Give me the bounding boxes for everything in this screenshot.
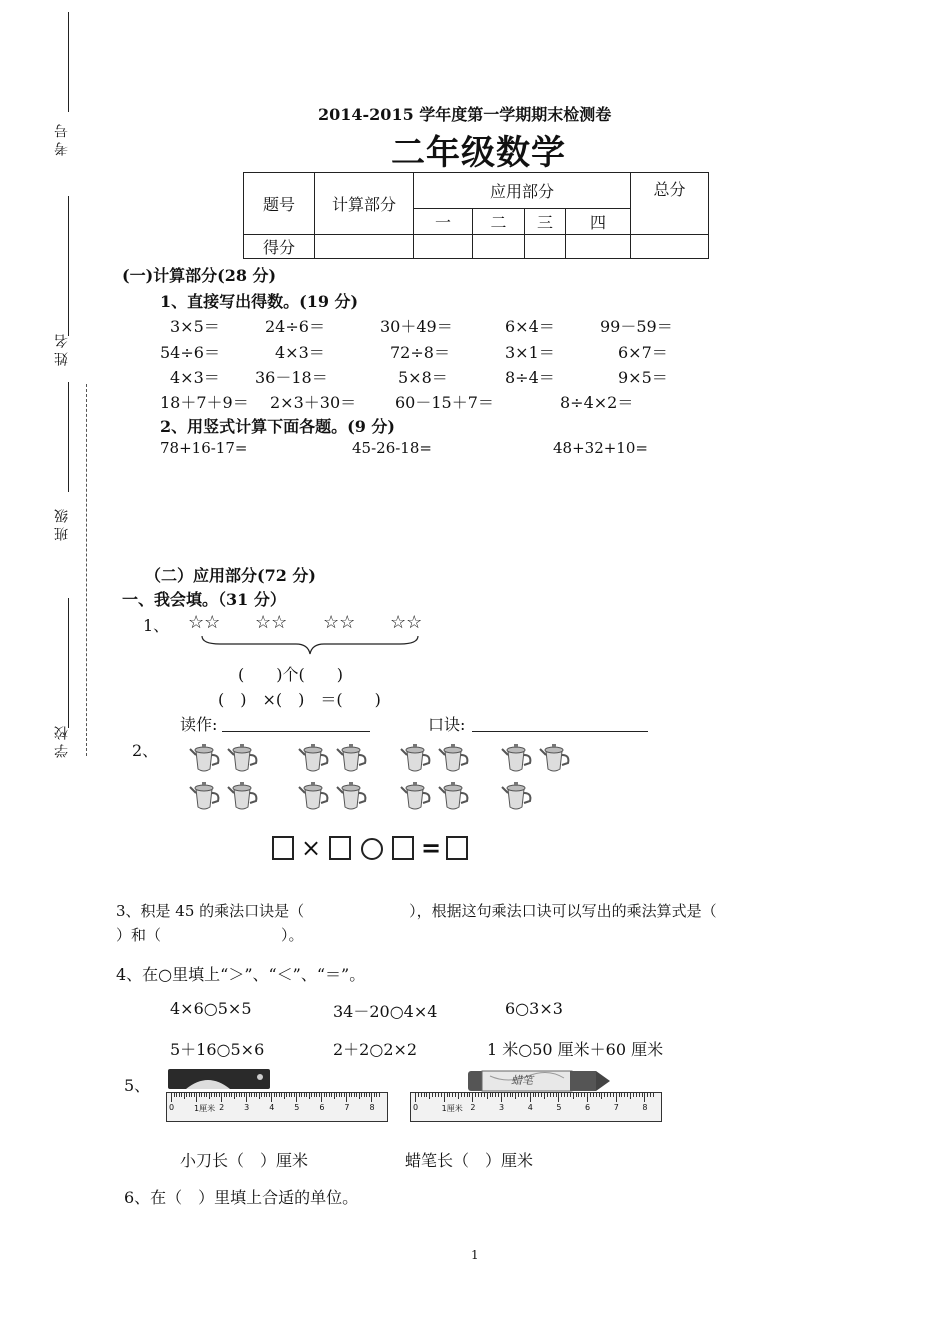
ruler-tick: [291, 1093, 292, 1097]
ruler-tick: [644, 1093, 645, 1102]
star-group: ☆☆: [255, 612, 288, 633]
ruler-tick: [249, 1093, 250, 1097]
ruler-tick: [339, 1093, 340, 1097]
ruler-tick-label: 4: [269, 1103, 275, 1112]
answer-box[interactable]: [392, 836, 414, 860]
ruler-tick: [284, 1093, 285, 1099]
q2-heading: 2、用竖式计算下面各题。(9 分): [160, 417, 395, 436]
binding-line-3: [68, 382, 69, 492]
arith-item: 2×3＋30＝: [270, 393, 357, 412]
ruler-tick: [604, 1093, 605, 1097]
ruler-tick-label: 5: [294, 1103, 300, 1112]
ruler-tick: [194, 1093, 195, 1097]
teapot-icon: [538, 741, 572, 775]
koujue-answer-line[interactable]: [472, 713, 648, 732]
ruler-tick: [239, 1093, 240, 1097]
teapot-icon: [226, 779, 260, 813]
crayon-answer: 蜡笔长（ ）厘米: [405, 1151, 534, 1170]
ruler-tick: [587, 1093, 588, 1102]
ruler-tick-label: 0: [413, 1103, 419, 1112]
ruler-tick: [309, 1093, 310, 1099]
vertical-calc-2: 45-26-18=: [352, 439, 432, 457]
ruler-tick: [289, 1093, 290, 1097]
ruler-tick: [593, 1093, 594, 1097]
ruler-tick: [630, 1093, 631, 1099]
q3-text-line2: ）和（ ）。: [116, 926, 304, 944]
arith-item: 18＋7＋9＝: [160, 393, 249, 412]
jisuan-cell: 计算部分: [315, 173, 414, 235]
ruler-tick: [475, 1093, 476, 1097]
ruler-tick: [424, 1093, 425, 1097]
ruler-tick: [334, 1093, 335, 1099]
ruler-tick-label: 6: [585, 1103, 591, 1112]
arith-item: 3×1＝: [505, 343, 555, 362]
sec1-heading: (一)计算部分(28 分): [122, 266, 277, 285]
ruler-tick: [359, 1093, 360, 1099]
score-table: [243, 172, 709, 259]
ruler-tick-label: 0: [169, 1103, 175, 1112]
binding-dashed-line: [86, 384, 87, 756]
ruler-tick: [296, 1093, 297, 1102]
ruler-tick: [553, 1093, 554, 1097]
ruler-tick: [369, 1093, 370, 1097]
ruler-tick: [619, 1093, 620, 1097]
arith-item: 36－18＝: [255, 368, 328, 387]
ruler-tick: [311, 1093, 312, 1097]
times-sign: ×: [301, 834, 322, 862]
ruler-tick: [621, 1093, 622, 1097]
q1-number: 1、: [143, 616, 170, 635]
equals-sign: =: [421, 833, 442, 862]
ruler-tick: [429, 1093, 430, 1099]
knife-answer: 小刀长（ ）厘米: [180, 1151, 309, 1170]
star-group: ☆☆: [323, 612, 356, 633]
ruler-tick: [541, 1093, 542, 1097]
ruler-tick: [379, 1093, 380, 1097]
ruler-tick: [487, 1093, 488, 1099]
ruler: [410, 1092, 662, 1122]
ruler-tick: [349, 1093, 350, 1097]
ruler-tick: [216, 1093, 217, 1097]
ruler-tick: [472, 1093, 473, 1102]
ruler-tick: [179, 1093, 180, 1097]
ruler-tick: [518, 1093, 519, 1097]
ruler-tick: [535, 1093, 536, 1097]
score-input-4[interactable]: [566, 235, 631, 259]
ruler-tick: [269, 1093, 270, 1097]
ruler-tick: [271, 1093, 272, 1102]
kaohao-label: 考号: [54, 120, 70, 156]
ruler-tick: [570, 1093, 571, 1097]
ruler-tick: [495, 1093, 496, 1097]
teapot-icon: [399, 741, 433, 775]
ruler: [166, 1092, 388, 1122]
ruler-tick: [501, 1093, 502, 1102]
defen-cell: 得分: [244, 235, 315, 259]
ruler-tick: [613, 1093, 614, 1097]
ruler-tick: [209, 1093, 210, 1099]
ruler-tick: [458, 1093, 459, 1099]
teapot-icon: [437, 779, 471, 813]
ruler-tick: [344, 1093, 345, 1097]
ruler-tick-label: 3: [499, 1103, 505, 1112]
part-4-cell: 四: [566, 209, 631, 235]
ruler-tick: [633, 1093, 634, 1097]
ruler-tick-label: 6: [319, 1103, 325, 1112]
teapot-icon: [500, 779, 534, 813]
binding-line-4: [68, 598, 69, 728]
compare-item: 5＋16○5×6: [170, 1040, 265, 1059]
ruler-tick: [490, 1093, 491, 1097]
ruler-tick-label: 1厘米: [441, 1104, 463, 1113]
ruler-tick: [610, 1093, 611, 1097]
ruler-tick-label: 7: [613, 1103, 619, 1112]
ruler-tick: [469, 1093, 470, 1097]
ruler-tick: [452, 1093, 453, 1097]
tihao-cell: 题号: [244, 173, 315, 235]
ruler-tick: [538, 1093, 539, 1097]
ruler-tick: [590, 1093, 591, 1097]
ruler-tick: [301, 1093, 302, 1097]
ruler-tick: [236, 1093, 237, 1097]
score-input-total[interactable]: [631, 235, 709, 259]
ruler-tick: [244, 1093, 245, 1097]
curly-brace-icon: [200, 634, 420, 656]
ruler-tick: [504, 1093, 505, 1097]
arith-item: 4×3＝: [275, 343, 325, 362]
arith-item: 6×7＝: [618, 343, 668, 362]
duzuo-label: 读作:: [180, 715, 218, 734]
exam-subtitle: 2014-2015 学年度第一学期期末检测卷: [318, 105, 612, 124]
ruler-tick: [524, 1093, 525, 1097]
score-input-1[interactable]: [414, 235, 473, 259]
ruler-tick: [279, 1093, 280, 1097]
teapot-icon: [335, 779, 369, 813]
ruler-tick: [447, 1093, 448, 1097]
binding-line-1: [68, 12, 69, 112]
arith-item: 99－59＝: [600, 317, 673, 336]
q3-text-line1: 3、积是 45 的乘法口诀是（ ），根据这句乘法口诀可以写出的乘法算式是（: [116, 902, 717, 920]
answer-box[interactable]: [446, 836, 468, 860]
sec2-heading: （二）应用部分(72 分): [145, 566, 316, 585]
ruler-tick: [521, 1093, 522, 1097]
ruler-tick: [329, 1093, 330, 1097]
compare-item: 2＋2○2×2: [333, 1040, 418, 1059]
ruler-tick-label: 5: [556, 1103, 562, 1112]
compare-item: 6○3×3: [505, 999, 563, 1018]
yingyong-cell: 应用部分: [414, 173, 631, 209]
vertical-calc-1: 78+16-17=: [160, 439, 248, 457]
ruler-tick: [266, 1093, 267, 1097]
ruler-tick: [171, 1093, 172, 1102]
ruler-tick: [219, 1093, 220, 1097]
ruler-tick: [374, 1093, 375, 1097]
ruler-tick-label: 4: [527, 1103, 533, 1112]
part-3-cell: 三: [525, 209, 566, 235]
ruler-tick: [254, 1093, 255, 1097]
vertical-calc-3: 48+32+10=: [553, 439, 648, 457]
ruler-tick: [547, 1093, 548, 1097]
ruler-tick-label: 2: [470, 1103, 476, 1112]
teapot-icon: [297, 779, 331, 813]
ruler-tick: [246, 1093, 247, 1102]
ruler-tick: [507, 1093, 508, 1097]
ruler-tick: [636, 1093, 637, 1097]
ruler-tick: [607, 1093, 608, 1097]
ruler-tick: [354, 1093, 355, 1097]
q2-number: 2、: [132, 741, 159, 760]
ruler-tick: [241, 1093, 242, 1097]
ruler-tick: [264, 1093, 265, 1097]
zongfen-cell: 总分: [631, 173, 709, 235]
ruler-tick: [421, 1093, 422, 1097]
ruler-tick: [299, 1093, 300, 1097]
knife-icon: [168, 1067, 272, 1091]
ruler-tick-label: 1厘米: [194, 1104, 216, 1113]
ruler-tick: [276, 1093, 277, 1097]
q6-text: 6、在（ ）里填上合适的单位。: [124, 1188, 359, 1207]
ruler-tick: [274, 1093, 275, 1097]
ruler-tick: [361, 1093, 362, 1097]
binding-line-2: [68, 196, 69, 336]
ruler-tick: [186, 1093, 187, 1097]
arith-item: 6×4＝: [505, 317, 555, 336]
ruler-tick: [647, 1093, 648, 1097]
ruler-tick: [176, 1093, 177, 1097]
ruler-tick: [464, 1093, 465, 1097]
ruler-tick: [484, 1093, 485, 1097]
star-group: ☆☆: [390, 612, 423, 633]
ruler-tick: [231, 1093, 232, 1097]
arith-item: 4×3＝: [170, 368, 220, 387]
ruler-tick: [281, 1093, 282, 1097]
answer-circle[interactable]: [361, 838, 383, 860]
ruler-tick: [316, 1093, 317, 1097]
arith-item: 9×5＝: [618, 368, 668, 387]
ruler-tick: [653, 1093, 654, 1097]
ruler-tick: [530, 1093, 531, 1102]
ruler-tick-label: 3: [244, 1103, 250, 1112]
page-number: 1: [471, 1248, 479, 1262]
ruler-tick: [561, 1093, 562, 1097]
score-input-3[interactable]: [525, 235, 566, 259]
ruler-tick: [229, 1093, 230, 1097]
ruler-tick: [567, 1093, 568, 1097]
ruler-tick: [438, 1093, 439, 1097]
ruler-tick-label: 2: [219, 1103, 225, 1112]
ruler-tick: [435, 1093, 436, 1097]
ruler-tick: [492, 1093, 493, 1097]
ruler-tick: [510, 1093, 511, 1097]
ruler-tick: [204, 1093, 205, 1097]
ruler-tick: [478, 1093, 479, 1097]
ruler-tick: [455, 1093, 456, 1097]
ruler-tick: [174, 1093, 175, 1097]
arith-item: 8÷4＝: [505, 368, 555, 387]
ruler-tick: [639, 1093, 640, 1097]
teapot-icon: [226, 741, 260, 775]
arith-item: 8÷4×2＝: [560, 393, 634, 412]
score-input-2[interactable]: [473, 235, 525, 259]
arith-item: 5×8＝: [398, 368, 448, 387]
xuexiao-label: 学校: [54, 722, 70, 758]
ruler-tick: [418, 1093, 419, 1097]
teapot-icon: [437, 741, 471, 775]
xingming-label: 姓名: [54, 330, 70, 366]
ruler-tick: [444, 1093, 445, 1102]
ruler-tick: [467, 1093, 468, 1097]
ruler-tick: [191, 1093, 192, 1097]
arith-item: 30＋49＝: [380, 317, 453, 336]
answer-box[interactable]: [272, 836, 294, 860]
ruler-tick: [224, 1093, 225, 1097]
ruler-tick: [181, 1093, 182, 1097]
part1-heading: 一、我会填。（31 分）: [122, 590, 286, 609]
ruler-tick: [214, 1093, 215, 1097]
banji-label: 班级: [54, 505, 70, 541]
ruler-tick-label: 8: [642, 1103, 648, 1112]
ruler-tick: [294, 1093, 295, 1097]
ruler-tick: [627, 1093, 628, 1097]
q1-blank-line2: ( ) ×( ) ＝( ): [218, 690, 381, 709]
ruler-tick: [346, 1093, 347, 1102]
ruler-tick: [261, 1093, 262, 1097]
ruler-tick: [461, 1093, 462, 1097]
ruler-tick: [356, 1093, 357, 1097]
crayon-icon: [468, 1068, 612, 1094]
ruler-tick: [544, 1093, 545, 1099]
ruler-tick: [321, 1093, 322, 1102]
compare-item: 4×6○5×5: [170, 999, 252, 1018]
ruler-tick: [601, 1093, 602, 1099]
ruler-tick: [573, 1093, 574, 1099]
ruler-tick: [324, 1093, 325, 1097]
ruler-tick: [189, 1093, 190, 1097]
ruler-tick: [550, 1093, 551, 1097]
ruler-tick: [351, 1093, 352, 1097]
teapot-icon: [500, 741, 534, 775]
ruler-tick: [336, 1093, 337, 1097]
part-2-cell: 二: [473, 209, 525, 235]
ruler-tick: [376, 1093, 377, 1097]
ruler-tick: [331, 1093, 332, 1097]
duzuo-answer-line[interactable]: [222, 713, 370, 732]
ruler-tick: [201, 1093, 202, 1097]
ruler-tick: [371, 1093, 372, 1102]
arith-item: 24÷6＝: [265, 317, 325, 336]
ruler-tick: [527, 1093, 528, 1097]
ruler-tick: [498, 1093, 499, 1097]
ruler-tick: [341, 1093, 342, 1097]
ruler-tick: [533, 1093, 534, 1097]
star-group: ☆☆: [188, 612, 221, 633]
ruler-tick: [306, 1093, 307, 1097]
ruler-tick: [556, 1093, 557, 1097]
ruler-tick: [251, 1093, 252, 1097]
ruler-tick: [234, 1093, 235, 1099]
ruler-tick-label: 8: [369, 1103, 375, 1112]
ruler-tick: [449, 1093, 450, 1097]
q5-number: 5、: [124, 1076, 151, 1095]
ruler-tick: [576, 1093, 577, 1097]
q1-blank-line1: ( )个( ): [238, 665, 343, 684]
ruler-tick: [226, 1093, 227, 1097]
koujue-label: 口诀:: [428, 715, 466, 734]
ruler-tick: [558, 1093, 559, 1102]
ruler-tick-label: 7: [344, 1103, 350, 1112]
ruler-tick: [184, 1093, 185, 1099]
ruler-tick: [581, 1093, 582, 1097]
ruler-tick: [481, 1093, 482, 1097]
arith-item: 3×5＝: [170, 317, 220, 336]
ruler-tick: [578, 1093, 579, 1097]
ruler-tick: [259, 1093, 260, 1099]
ruler-tick: [286, 1093, 287, 1097]
arith-item: 60－15＋7＝: [395, 393, 494, 412]
teapot-icon: [188, 779, 222, 813]
ruler-tick: [415, 1093, 416, 1102]
q4-text: 4、在○里填上“＞”、“＜”、“＝”。: [116, 965, 366, 984]
ruler-tick: [314, 1093, 315, 1097]
ruler-tick: [441, 1093, 442, 1097]
ruler-tick: [366, 1093, 367, 1097]
ruler-tick: [596, 1093, 597, 1097]
teapot-icon: [335, 741, 369, 775]
ruler-tick: [326, 1093, 327, 1097]
ruler-tick: [624, 1093, 625, 1097]
ruler-tick: [221, 1093, 222, 1102]
ruler-tick: [364, 1093, 365, 1097]
ruler-tick: [196, 1093, 197, 1102]
teapot-icon: [297, 741, 331, 775]
ruler-tick: [650, 1093, 651, 1097]
teapot-icon: [188, 741, 222, 775]
arith-item: 54÷6＝: [160, 343, 220, 362]
compare-item: 34－20○4×4: [333, 1002, 438, 1021]
ruler-tick: [206, 1093, 207, 1097]
ruler-tick: [199, 1093, 200, 1097]
ruler-tick: [512, 1093, 513, 1097]
arith-item: 72÷8＝: [390, 343, 450, 362]
ruler-tick: [642, 1093, 643, 1097]
ruler-tick: [599, 1093, 600, 1097]
answer-box[interactable]: [329, 836, 351, 860]
page-title: 二年级数学: [391, 133, 566, 173]
teapot-icon: [399, 779, 433, 813]
ruler-tick: [616, 1093, 617, 1102]
ruler-tick: [432, 1093, 433, 1097]
part-1-cell: 一: [414, 209, 473, 235]
ruler-tick: [584, 1093, 585, 1097]
compare-item: 1 米○50 厘米＋60 厘米: [487, 1040, 664, 1059]
crayon-label: 蜡笔: [511, 1074, 533, 1087]
ruler-tick: [256, 1093, 257, 1097]
ruler-tick: [319, 1093, 320, 1097]
q1-heading: 1、直接写出得数。(19 分): [160, 292, 359, 311]
ruler-tick: [211, 1093, 212, 1097]
ruler-tick: [564, 1093, 565, 1097]
ruler-tick: [426, 1093, 427, 1097]
ruler-tick: [304, 1093, 305, 1097]
score-input-jisuan[interactable]: [315, 235, 414, 259]
ruler-tick: [515, 1093, 516, 1099]
